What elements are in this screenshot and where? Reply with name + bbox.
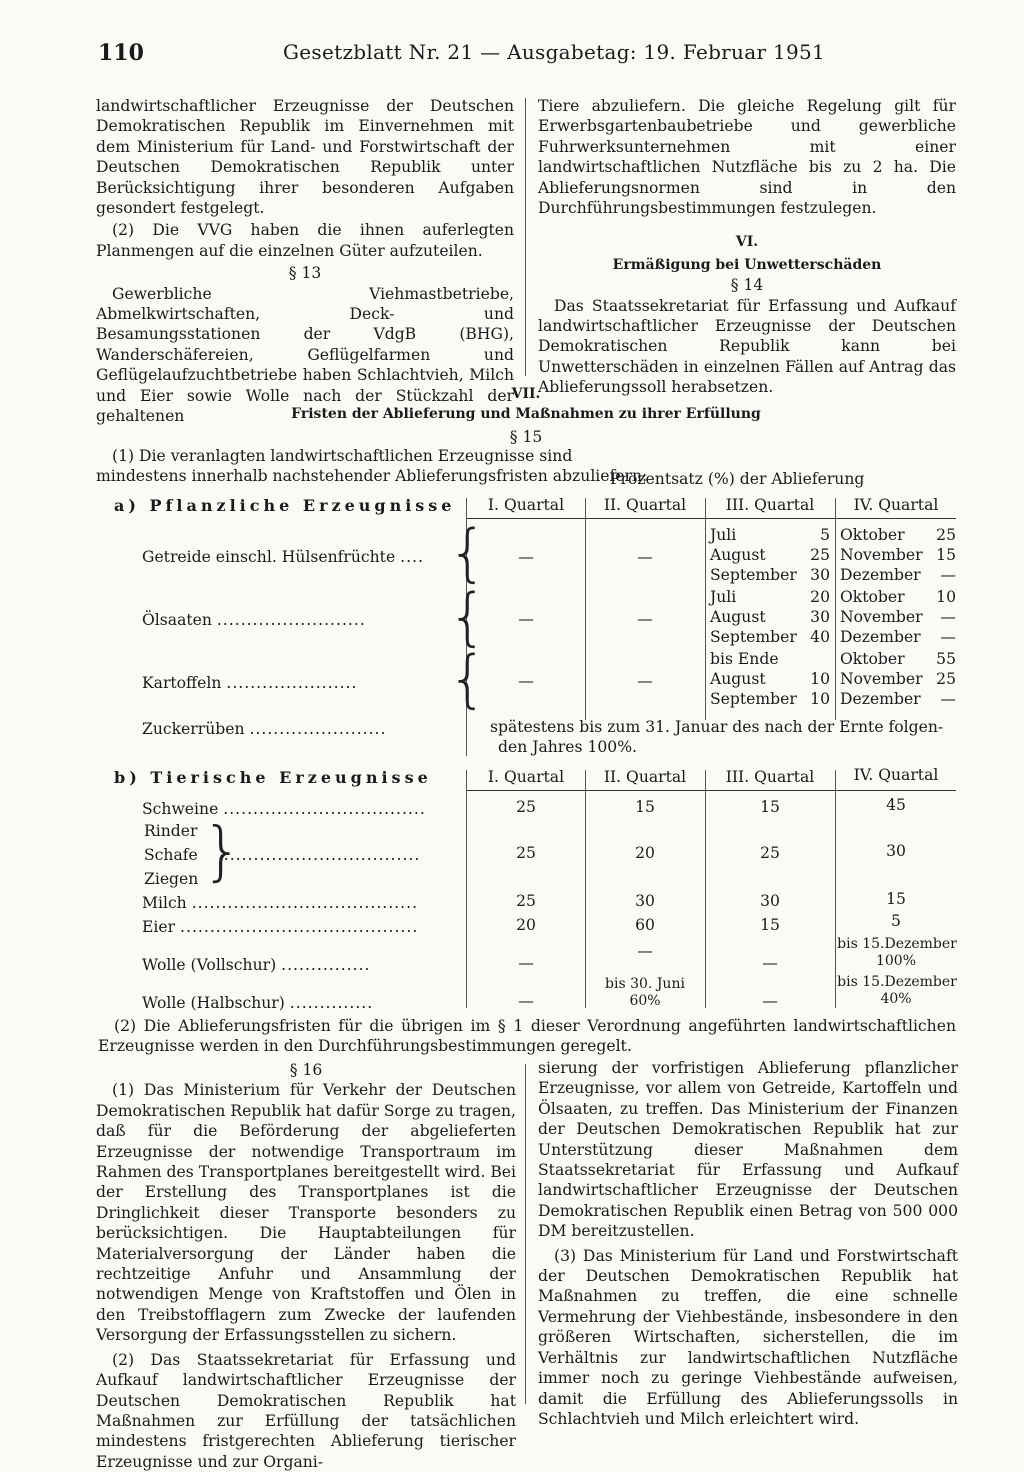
- part-vii-heading: [96, 384, 956, 447]
- table-a-heading: a) Pflanzliche Erzeugnisse: [114, 496, 456, 515]
- cell-q4-month: Dezember: [840, 566, 921, 584]
- paragraph: sierung der vorfristigen Ablieferung pflanzlicher Erzeugnisse, vor allem von Getreide, Kartoffeln und Ölsaaten, zu treffen. Das Ministerium der Finanzen der Deutschen Demokratischen Republik hat zur Unterstützung dieser Maßnahmen dem Staatssekretariat für Erfassung und Aufkauf landwirtschaftlicher Erzeugnisse der Deutschen Demokratischen Republik einen Betrag von 500 000 DM bereitzustellen.: [538, 1059, 958, 1241]
- row-label-text: Getreide einschl. Hülsenfrüchte: [142, 548, 396, 566]
- row-label-text: Wolle (Halbschur): [142, 994, 285, 1012]
- cell-q2: —: [637, 672, 653, 690]
- brace: }: [202, 815, 243, 889]
- part-number: VII.: [511, 386, 541, 402]
- page-number: 110: [98, 40, 144, 66]
- after-table-paragraph: [98, 1016, 956, 1057]
- cell-q4: bis 15.Dezember: [837, 974, 957, 990]
- row-label-text: Zuckerrüben: [142, 720, 245, 738]
- table-a-col-rule: [705, 498, 706, 720]
- cell-q3: —: [762, 992, 778, 1010]
- cell-q3: 30: [760, 892, 780, 910]
- leader-dots: .......................: [249, 720, 387, 738]
- cell-q2: —: [637, 610, 653, 628]
- row-label-schafe: [144, 846, 420, 864]
- section-number: § 13: [288, 264, 322, 283]
- table-a-col-rule: [585, 498, 586, 720]
- cell-q4-month: Oktober: [840, 526, 905, 544]
- cell-q3: 15: [760, 916, 780, 934]
- row-label-text: Schafe: [144, 846, 198, 864]
- column-header-q3: III. Quartal: [725, 496, 815, 514]
- paragraph: (3) Das Ministerium für Land und Forstwirtschaft der Deutschen Demokratischen Republik hat Maßnahmen zu treffen, die eine schnelle Vermehrung der Viehbestände, insbesondere in den größeren Wirtschaften, sicherstellen, die im Verhältnis zur landwirtschaftlichen Nutzfläche immer noch zu geringe Viehbestände aufweisen, damit die Erfüllung des Ablieferungssolls in Schlachtvieh und Milch erleichtert wird.: [538, 1246, 958, 1428]
- cell-q2: bis 30. Juni: [605, 976, 685, 992]
- cell-q3-month: Juli: [710, 588, 737, 606]
- column-header-q2: II. Quartal: [603, 768, 687, 786]
- table-b-left-rule: [466, 770, 467, 1008]
- cell-q3-month: September: [710, 690, 797, 708]
- table-b-col-rule: [835, 770, 836, 1008]
- page-title: Gesetzblatt Nr. 21 — Ausgabetag: 19. Februar 1951: [283, 40, 826, 64]
- row-label-text: Milch: [142, 894, 187, 912]
- cell-q2: 20: [635, 844, 655, 862]
- row-label-eier: [142, 918, 418, 936]
- top-left-column: [96, 96, 514, 427]
- leader-dots: ......................: [226, 674, 358, 692]
- column-header-q2: II. Quartal: [603, 496, 687, 514]
- bottom-right-column: [538, 1058, 958, 1429]
- cell-q4-value: —: [940, 566, 956, 584]
- row-label-text: Wolle (Vollschur): [142, 956, 277, 974]
- cell-q3-value: 10: [810, 690, 830, 708]
- row-label-wolle-halbschur: [142, 994, 373, 1012]
- paragraph: (2) Das Staatssekretariat für Erfassung und Aufkauf landwirtschaftlicher Erzeugnisse der Deutschen Demokratischen Republik hat Maßnahmen zur Erfüllung der tatsächlichen mindestens fristgerechten Ablieferung tierischer Erzeugnisse und zur Organi-: [96, 1350, 516, 1471]
- section-number: § 15: [509, 427, 543, 446]
- row-label-getreide: [142, 548, 424, 566]
- paragraph: (2) Die VVG haben die ihnen auferlegten Planmengen auf die einzelnen Güter aufzuteilen.: [96, 221, 514, 260]
- paragraph: (2) Die Ablieferungsfristen für die übrigen im § 1 dieser Verordnung angeführten landwirtschaftlichen Erzeugnisse werden in den Durchführungsbestimmungen geregelt.: [98, 1017, 956, 1056]
- leader-dots: ......................................: [191, 894, 419, 912]
- cell-q1: 25: [516, 844, 536, 862]
- column-header-q1: I. Quartal: [487, 768, 565, 786]
- column-header-q4: IV. Quartal: [853, 496, 939, 514]
- row-label-text: Schweine: [142, 800, 219, 818]
- zuckerrueben-note: spätestens bis zum 31. Januar des nach der Ernte folgen-: [490, 718, 944, 736]
- cell-q4: 100%: [875, 953, 917, 969]
- cell-q1: —: [518, 954, 534, 972]
- leader-dots: ...............: [281, 956, 371, 974]
- row-label-wolle-vollschur: [142, 956, 370, 974]
- bottom-left-column: [96, 1060, 516, 1472]
- table-a-col-rule: [835, 498, 836, 720]
- table-b-heading: b) Tierische Erzeugnisse: [114, 768, 432, 787]
- row-label-ziegen: Ziegen: [144, 870, 199, 888]
- cell-q3-value: 10: [810, 670, 830, 688]
- table-a-header-rule: [466, 518, 956, 519]
- paragraph: landwirtschaftlicher Erzeugnisse der Deutschen Demokratischen Republik im Einvernehmen mit dem Ministerium für Land- und Forstwirtschaft der Deutschen Demokratischen Republik unter Berücksichtigung ihrer besonderen Aufgaben gesondert festgelegt.: [96, 97, 514, 218]
- cell-q1: —: [518, 672, 534, 690]
- cell-q4-month: Dezember: [840, 628, 921, 646]
- percentage-caption: Prozentsatz (%) der Ablieferung: [610, 470, 865, 488]
- cell-q4-month: November: [840, 546, 923, 564]
- row-label-text: Ölsaaten: [142, 611, 212, 629]
- cell-q4: 40%: [880, 991, 912, 1007]
- cell-q3-value: 25: [810, 546, 830, 564]
- cell-q4: 15: [886, 890, 906, 908]
- cell-q3-month: August: [710, 608, 766, 626]
- cell-q2: 60%: [629, 993, 661, 1009]
- cell-q3-month: September: [710, 566, 797, 584]
- cell-q4-value: —: [940, 690, 956, 708]
- column-header-q3: III. Quartal: [725, 768, 815, 786]
- cell-q2: 30: [635, 892, 655, 910]
- cell-q3-value: 30: [810, 566, 830, 584]
- leader-dots: .................................: [223, 846, 421, 864]
- cell-q3-month: September: [710, 628, 797, 646]
- leader-dots: ..................................: [223, 800, 426, 818]
- paragraph: Gewerbliche Viehmastbetriebe, Abmelkwirtschaften, Deck- und Besamungsstationen der VdgB (BHG), Wanderschäfereien, Geflügelfarmen und Geflügelaufzuchtbetriebe haben Schlachtvieh, Milch und Eier sowie Wolle nach der Stückzahl der gehaltenen: [96, 284, 514, 426]
- cell-q1: —: [518, 610, 534, 628]
- leader-dots: .........................: [216, 611, 366, 629]
- cell-q4-value: 15: [936, 546, 956, 564]
- cell-q4-value: 10: [936, 588, 956, 606]
- cell-q1: —: [518, 992, 534, 1010]
- cell-q3: 15: [760, 798, 780, 816]
- row-label-text: Eier: [142, 918, 176, 936]
- paragraph: Tiere abzuliefern. Die gleiche Regelung gilt für Erwerbsgartenbaubetriebe und gewerbliche Fuhrwerksunternehmen mit einer landwirtschaftlichen Nutzfläche bis zu 2 ha. Die Ablieferungsnormen sind in den Durchführungsbestimmungen festzulegen.: [538, 97, 956, 218]
- top-right-column: [538, 96, 956, 398]
- row-label-milch: [142, 894, 418, 912]
- cell-q4-value: —: [940, 608, 956, 626]
- section-number: § 14: [730, 276, 764, 295]
- leader-dots: ........................................: [180, 918, 419, 936]
- cell-q4-value: 55: [936, 650, 956, 668]
- brace: {: [448, 516, 488, 589]
- cell-q2: 15: [635, 798, 655, 816]
- leader-dots: ....: [400, 548, 424, 566]
- cell-q4: 5: [891, 912, 901, 930]
- cell-q4-month: Oktober: [840, 650, 905, 668]
- cell-q4-month: Oktober: [840, 588, 905, 606]
- section-number: § 16: [289, 1061, 323, 1079]
- table-b-col-rule: [705, 770, 706, 1008]
- brace: {: [448, 642, 488, 715]
- zuckerrueben-note: den Jahres 100%.: [498, 738, 637, 756]
- part-title: Ermäßigung bei Unwetterschäden: [612, 256, 882, 273]
- cell-q1: 25: [516, 892, 536, 910]
- cell-q1: 20: [516, 916, 536, 934]
- table-b-header-rule: [466, 790, 956, 791]
- column-divider: [525, 1064, 526, 1404]
- row-label-zuckerrueben: [142, 720, 386, 738]
- cell-q3-value: 20: [810, 588, 830, 606]
- cell-q3-value: 5: [820, 526, 830, 544]
- column-divider: [525, 98, 526, 376]
- cell-q4: 45: [886, 796, 906, 814]
- cell-q4-value: 25: [936, 526, 956, 544]
- table-b-col-rule: [585, 770, 586, 1008]
- row-label-schweine: [142, 800, 426, 818]
- row-label-text: Kartoffeln: [142, 674, 222, 692]
- column-header-q4: IV. Quartal: [853, 766, 939, 784]
- cell-q3: 25: [760, 844, 780, 862]
- cell-q4-value: —: [940, 628, 956, 646]
- cell-q2: —: [637, 548, 653, 566]
- cell-q1: —: [518, 548, 534, 566]
- cell-q3: —: [762, 954, 778, 972]
- paragraph: (1) Das Ministerium für Verkehr der Deutschen Demokratischen Republik hat dafür Sorge zu tragen, daß für die Beförderung der abgelieferten Erzeugnisse der notwendige Transportraum im Rahmen des Transportplanes bereitgestellt wird. Bei der Erstellung des Transportplanes ist die Dringlichkeit dieser Transporte besonders zu berücksichtigen. Die Hauptabteilungen für Materialversorgung der Länder haben die rechtzeitige Anfuhr und Ansammlung der notwendigen Menge von Kraftstoffen und Ölen in den Treibstofflagern zum Zwecke der laufenden Versorgung der Erfassungsstellen zu sichern.: [96, 1081, 516, 1345]
- cell-q3-month: Juli: [710, 526, 737, 544]
- row-label-rinder: Rinder: [144, 822, 198, 840]
- cell-q3-month: August: [710, 670, 766, 688]
- cell-q1: 25: [516, 798, 536, 816]
- cell-q4-month: November: [840, 608, 923, 626]
- column-header-q1: I. Quartal: [487, 496, 565, 514]
- paragraph: (1) Die veranlagten landwirtschaftlichen Erzeugnisse sind mindestens innerhalb nachstehender Ablieferungsfristen abzuliefern:: [96, 447, 648, 486]
- part-title: Fristen der Ablieferung und Maßnahmen zu ihrer Erfüllung: [291, 406, 761, 423]
- cell-q3-month: bis Ende: [710, 650, 779, 668]
- cell-q4: bis 15.Dezember: [837, 936, 957, 952]
- cell-q2: 60: [635, 916, 655, 934]
- page-header: [98, 40, 958, 74]
- cell-q4-month: November: [840, 670, 923, 688]
- part-number: VI.: [735, 234, 759, 251]
- cell-q3-month: August: [710, 546, 766, 564]
- row-label-oelsaaten: [142, 611, 366, 629]
- cell-q3-value: 30: [810, 608, 830, 626]
- paragraph: Das Staatssekretariat für Erfassung und Aufkauf landwirtschaftlicher Erzeugnisse der Deutschen Demokratischen Republik kann bei Unwetterschäden in einzelnen Fällen auf Antrag das Ablieferungssoll herabsetzen.: [538, 296, 956, 397]
- brace: {: [448, 580, 488, 653]
- row-label-kartoffeln: [142, 674, 357, 692]
- cell-q4-month: Dezember: [840, 690, 921, 708]
- cell-q3-value: 40: [810, 628, 830, 646]
- cell-q4-value: 25: [936, 670, 956, 688]
- leader-dots: ..............: [289, 994, 374, 1012]
- cell-q2: —: [637, 942, 653, 960]
- cell-q4: 30: [886, 842, 906, 860]
